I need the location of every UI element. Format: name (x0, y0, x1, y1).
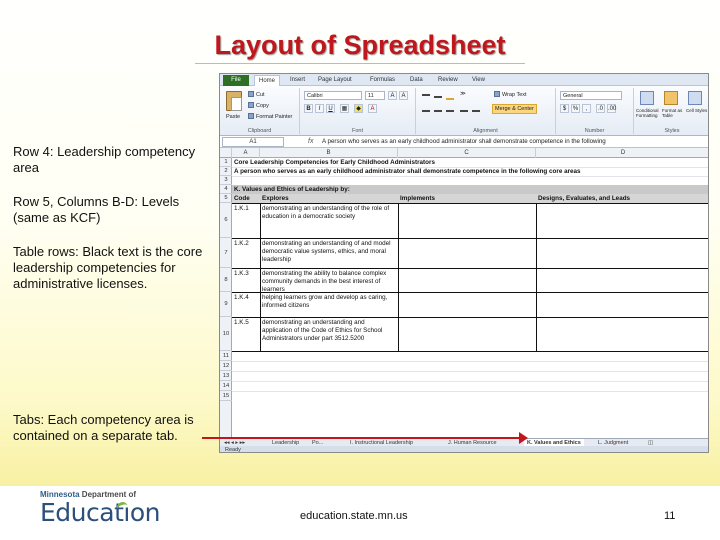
orientation-button[interactable]: ≫ (460, 91, 466, 97)
wrap-text-label: Wrap Text (502, 92, 527, 98)
align-bottom-icon[interactable] (446, 98, 454, 100)
sheet-tab[interactable]: I. Instructional Leadership (350, 440, 413, 446)
cell-styles-icon[interactable] (688, 91, 702, 105)
competency-code[interactable]: 1.K.5 (234, 319, 249, 326)
scissors-icon (248, 91, 254, 97)
align-left-icon[interactable] (422, 110, 430, 112)
underline-button[interactable]: U (326, 104, 335, 113)
alignment-group-label: Alignment (473, 128, 498, 134)
decrease-decimal-button[interactable]: .00 (608, 106, 617, 112)
insert-sheet-icon[interactable]: ◫ (648, 440, 654, 446)
row-header[interactable]: 5 (220, 194, 232, 203)
table-border (232, 268, 709, 269)
percent-button[interactable]: % (572, 106, 579, 112)
bold-button[interactable]: B (304, 104, 313, 113)
row-header[interactable]: 9 (220, 292, 232, 317)
align-right-icon[interactable] (446, 110, 454, 112)
row-header[interactable]: 6 (220, 203, 232, 238)
tab-formulas[interactable]: Formulas (370, 77, 396, 83)
sheet-tab-bar (220, 438, 709, 446)
table-border (260, 203, 261, 351)
format-as-table-icon[interactable] (664, 91, 678, 105)
column-header-c[interactable]: C (398, 148, 536, 158)
table-border (232, 203, 709, 204)
font-group-label: Font (351, 128, 363, 134)
row-headers (220, 158, 232, 438)
font-size-select[interactable]: 11 (365, 91, 385, 100)
excel-screenshot (219, 73, 709, 453)
row-header[interactable]: 4 (220, 185, 232, 194)
title-cell[interactable]: Core Leadership Competencies for Early Childhood Administrators (234, 159, 435, 166)
borders-button[interactable]: ▦ (341, 106, 348, 112)
number-group-label: Number (584, 128, 605, 134)
table-border (232, 238, 709, 239)
row-header[interactable]: 11 (220, 351, 232, 361)
sheet-tab-active[interactable]: K. Values and Ethics (524, 439, 584, 447)
wrap-text-icon (494, 91, 500, 97)
explores-header[interactable]: Explores (262, 195, 289, 202)
number-group (556, 88, 634, 134)
logo-education-a: Educat (40, 498, 124, 527)
competency-text[interactable]: demonstrating an understanding of and model democratic value systems, ethics, and moral leadership (262, 240, 391, 263)
font-group (300, 88, 416, 134)
align-middle-icon[interactable] (434, 96, 442, 98)
comma-button[interactable]: , (582, 104, 591, 113)
gridline (232, 381, 709, 382)
italic-button[interactable]: I (315, 104, 324, 113)
sheet-tab[interactable]: J. Human Resource (448, 440, 497, 446)
slide-title: Layout of Spreadsheet (214, 30, 506, 60)
select-all-corner[interactable] (220, 148, 232, 158)
column-header-d[interactable]: D (620, 150, 626, 156)
implements-header[interactable]: Implements (400, 195, 435, 202)
tab-review[interactable]: Review (438, 77, 458, 83)
gridline (232, 176, 709, 177)
table-border (232, 351, 709, 352)
sheet-nav-arrows[interactable]: ◂◂ ◂ ▸ ▸▸ (224, 440, 246, 446)
competency-text[interactable]: demonstrating an understanding and application of the Code of Ethics for School Administrators under part 3512.5200 (262, 319, 383, 342)
formula-bar (220, 136, 709, 148)
clipboard-group-label: Clipboard (247, 128, 272, 134)
gridline (232, 371, 709, 372)
fill-color-button[interactable]: ◆ (354, 104, 363, 113)
paste-button[interactable]: Paste (226, 114, 241, 120)
status-bar: Ready (220, 446, 709, 453)
copy-button[interactable] (248, 102, 269, 109)
copy-icon (248, 102, 254, 108)
tab-file[interactable]: File (223, 75, 249, 86)
competency-text[interactable]: demonstrating an understanding of the role of education in a democratic society (262, 205, 390, 220)
table-border (232, 317, 709, 318)
copy-label: Copy (256, 103, 269, 109)
intro-cell[interactable]: A person who serves as an early childhood administrator shall demonstrate competence in the following core areas (234, 168, 581, 175)
note-tabs: Tabs: Each competency area is contained on a separate tab. (13, 412, 194, 443)
increase-indent-icon[interactable] (472, 110, 480, 112)
align-center-icon[interactable] (434, 110, 442, 112)
title-underline (195, 63, 525, 64)
competency-text[interactable]: demonstrating the ability to balance complex community demands in the best interest of learners (262, 270, 387, 293)
styles-group (634, 88, 709, 134)
brush-icon (248, 113, 254, 119)
align-top-icon[interactable] (422, 94, 430, 96)
table-border (398, 203, 399, 351)
format-painter-button[interactable] (248, 113, 292, 120)
row-header[interactable]: 1 (220, 158, 232, 167)
increase-decimal-button[interactable]: .0 (597, 106, 603, 112)
note-row5: Row 5, Columns B-D: Levels (same as KCF) (13, 194, 180, 225)
styles-group-label: Styles (664, 128, 680, 134)
paste-icon[interactable] (226, 91, 242, 111)
row-header[interactable]: 12 (220, 361, 232, 371)
competency-area-cell[interactable]: K. Values and Ethics of Leadership by: (234, 186, 350, 193)
logo-education-wordmark (40, 498, 160, 527)
conditional-formatting-label[interactable]: Conditional Formatting (636, 108, 659, 118)
format-as-table-label[interactable]: Format as Table (662, 108, 683, 118)
row-header[interactable]: 2 (220, 167, 232, 176)
table-border (536, 203, 537, 351)
note-row4: Row 4: Leadership competency area (13, 144, 196, 175)
format-painter-label: Format Painter (256, 114, 293, 120)
competency-code[interactable]: 1.K.4 (234, 294, 249, 301)
designs-header[interactable]: Designs, Evaluates, and Leads (538, 195, 631, 202)
tab-page-layout[interactable]: Page Layout (318, 77, 352, 83)
conditional-formatting-icon[interactable] (640, 91, 654, 105)
logo-education-b: on (129, 498, 160, 527)
note-table-rows: Table rows: Black text is the core leadership competencies for administrative licenses. (13, 244, 203, 291)
grow-font-button[interactable]: A (388, 91, 397, 100)
alignment-group (416, 88, 556, 134)
font-name-select[interactable]: Calibri (304, 91, 362, 100)
logo-i: ı (123, 498, 130, 527)
sheet-tab[interactable]: Po... (312, 440, 324, 446)
tab-pointer-arrow-head-icon (519, 432, 528, 444)
competency-code[interactable]: 1.K.1 (234, 205, 249, 212)
name-box[interactable]: A1 (222, 137, 284, 147)
competency-code[interactable]: 1.K.3 (234, 270, 249, 277)
merge-center-button[interactable]: Merge & Center (492, 104, 537, 114)
sheet-tab[interactable]: L. Judgment (598, 440, 629, 446)
code-header[interactable]: Code (234, 195, 250, 202)
currency-button[interactable]: $ (560, 104, 569, 113)
column-headers (220, 148, 709, 158)
sheet-tab[interactable]: Leadership (272, 440, 300, 446)
clipboard-group (220, 88, 300, 134)
row-header[interactable]: 14 (220, 381, 232, 391)
logo-minnesota: Minnesota (40, 490, 80, 499)
cut-label: Cut (256, 92, 265, 98)
row-header[interactable]: 7 (220, 238, 232, 268)
competency-code[interactable]: 1.K.2 (234, 240, 249, 247)
wrap-text-button[interactable] (494, 91, 527, 98)
ribbon (220, 86, 709, 136)
column-header-a[interactable]: A (232, 148, 260, 158)
tab-view[interactable]: View (472, 77, 485, 83)
tab-data[interactable]: Data (410, 77, 423, 83)
logo-department: Department of (81, 490, 137, 499)
cell-grid[interactable] (232, 158, 709, 438)
tab-pointer-arrow-line (202, 437, 520, 439)
row-header[interactable]: 8 (220, 268, 232, 292)
font-color-button[interactable]: A (368, 104, 377, 113)
gridline (232, 391, 709, 392)
row-header[interactable]: 3 (220, 176, 232, 185)
ribbon-tab-bar (220, 74, 709, 86)
shrink-font-button[interactable]: A (399, 91, 408, 100)
fx-icon[interactable]: fx (308, 138, 314, 145)
page-number: 11 (664, 510, 676, 522)
competency-text[interactable]: helping learners grow and develop as caring, informed citizens (262, 294, 388, 309)
cut-button[interactable] (248, 91, 265, 98)
column-header-b[interactable]: B (260, 148, 398, 158)
number-format-select[interactable]: General (560, 91, 622, 100)
mde-logo (40, 490, 170, 532)
cell-styles-label[interactable]: Cell Styles (686, 108, 708, 113)
tab-insert[interactable]: Insert (290, 77, 306, 83)
row-header[interactable]: 13 (220, 371, 232, 381)
row-header[interactable]: 10 (220, 317, 232, 351)
footer-url: education.state.mn.us (300, 510, 408, 522)
gridline (232, 361, 709, 362)
tab-home[interactable]: Home (254, 75, 280, 86)
formula-input[interactable]: A person who serves as an early childhood administrator shall demonstrate competence in the following (322, 138, 606, 145)
row-header[interactable]: 15 (220, 391, 232, 401)
decrease-indent-icon[interactable] (460, 110, 468, 112)
